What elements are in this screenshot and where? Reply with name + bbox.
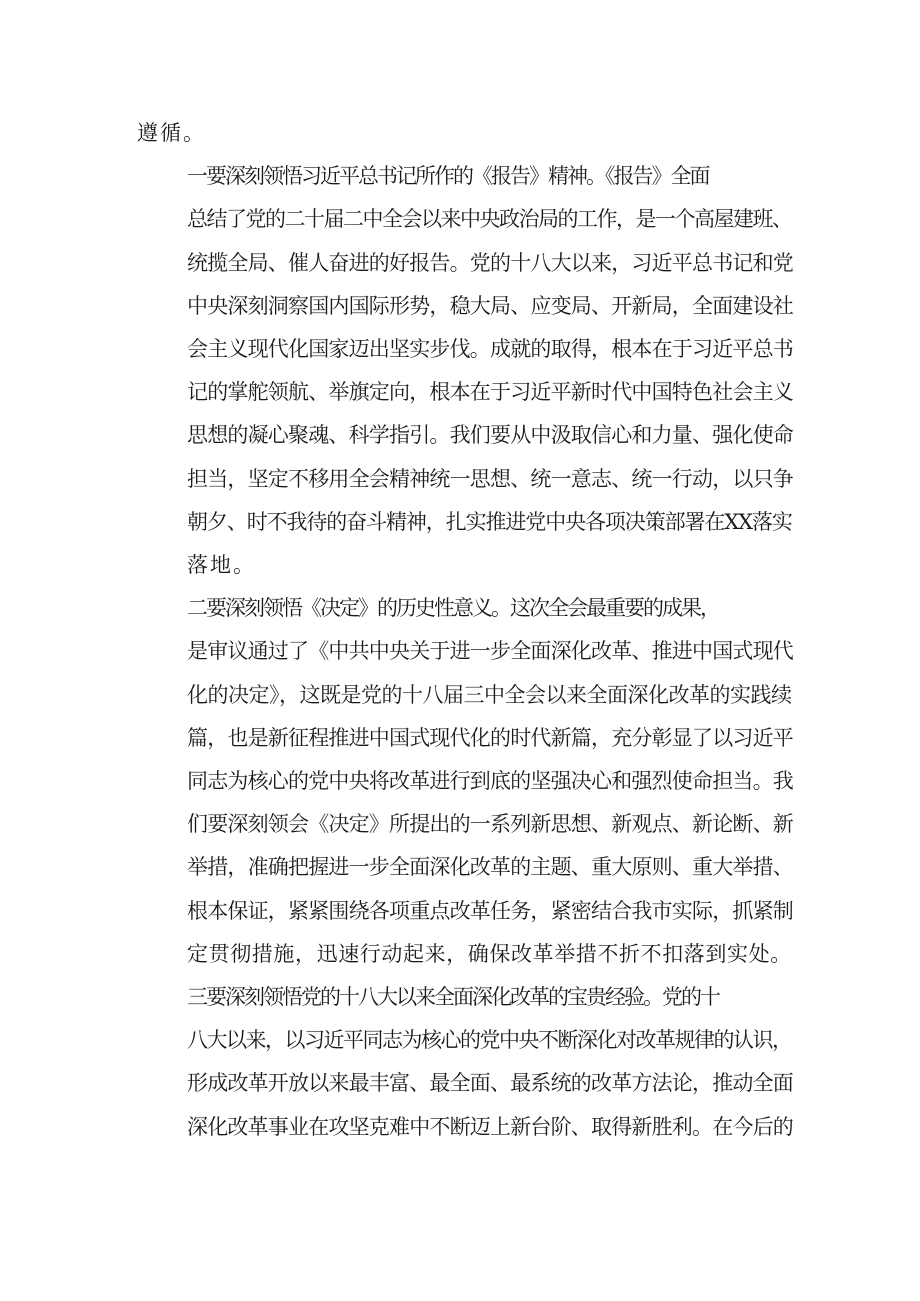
text-line: 举措，准确把握进一步全面深化改革的主题、重大原则、重大举措、 bbox=[187, 855, 793, 880]
text-line: 定贯彻措施，迅速行动起来，确保改革举措不折不扣落到实处。 bbox=[187, 941, 792, 966]
text-line: 三要深刻领悟党的十八大以来全面深化改革的宝贵经验。党的十 bbox=[187, 985, 719, 1010]
text-line: 会主义现代化国家迈出坚实步伐。成就的取得，根本在于习近平总书 bbox=[187, 337, 793, 362]
text-line: 同志为核心的党中央将改革进行到底的坚强决心和强烈使命担当。我 bbox=[187, 769, 793, 794]
text-line: 深化改革事业在攻坚克难中不断迈上新台阶、取得新胜利。在今后的 bbox=[187, 1114, 793, 1139]
text-line: 记的掌舵领航、举旗定向，根本在于习近平新时代中国特色社会主义 bbox=[187, 380, 793, 405]
text-line: 担当，坚定不移用全会精神统一思想、统一意志、统一行动，以只争 bbox=[187, 466, 793, 491]
text-line: 二要深刻领悟《决定》的历史性意义。这次全会最重要的成果， bbox=[187, 596, 719, 621]
text-line: 八大以来，以习近平同志为核心的党中央不断深化对改革规律的认识， bbox=[187, 1028, 792, 1053]
text-line: 思想的凝心聚魂、科学指引。我们要从中汲取信心和力量、强化使命 bbox=[187, 423, 793, 448]
text-line: 总结了党的二十届二中全会以来中央政治局的工作，是一个高屋建班、 bbox=[187, 207, 792, 232]
text-line: 一要深刻领悟习近平总书记所作的《报告》精神。《报告》全面 bbox=[187, 164, 709, 189]
text-line: 根本保证，紧紧围绕各项重点改革任务，紧密结合我市实际，抓紧制 bbox=[187, 898, 793, 923]
text-line: 篇，也是新征程推进中国式现代化的时代新篇，充分彰显了以习近平 bbox=[187, 725, 793, 750]
text-line: 是审议通过了《中共中央关于进一步全面深化改革、推进中国式现代 bbox=[187, 639, 793, 664]
document-body bbox=[137, 112, 793, 1149]
text-line: 统揽全局、催人奋进的好报告。党的十八大以来，习近平总书记和党 bbox=[187, 250, 793, 275]
text-line: 遵循。 bbox=[137, 121, 206, 145]
paragraph bbox=[137, 155, 793, 587]
paragraph bbox=[137, 587, 793, 976]
paragraph bbox=[137, 976, 793, 1149]
text-line: 中央深刻洞察国内国际形势，稳大局、应变局、开新局，全面建设社 bbox=[187, 293, 793, 318]
text-line: 落地。 bbox=[187, 553, 256, 578]
text-line: 化的决定》，这既是党的十八届三中全会以来全面深化改革的实践续 bbox=[187, 682, 792, 707]
text-line: 们要深刻领会《决定》所提出的一系列新思想、新观点、新论断、新 bbox=[187, 812, 793, 837]
text-line: 形成改革开放以来最丰富、最全面、最系统的改革方法论，推动全面 bbox=[187, 1071, 793, 1096]
paragraph bbox=[137, 112, 793, 155]
text-line: 朝夕、时不我待的奋斗精神，扎实推进党中央各项决策部署在XX落实 bbox=[187, 509, 792, 534]
